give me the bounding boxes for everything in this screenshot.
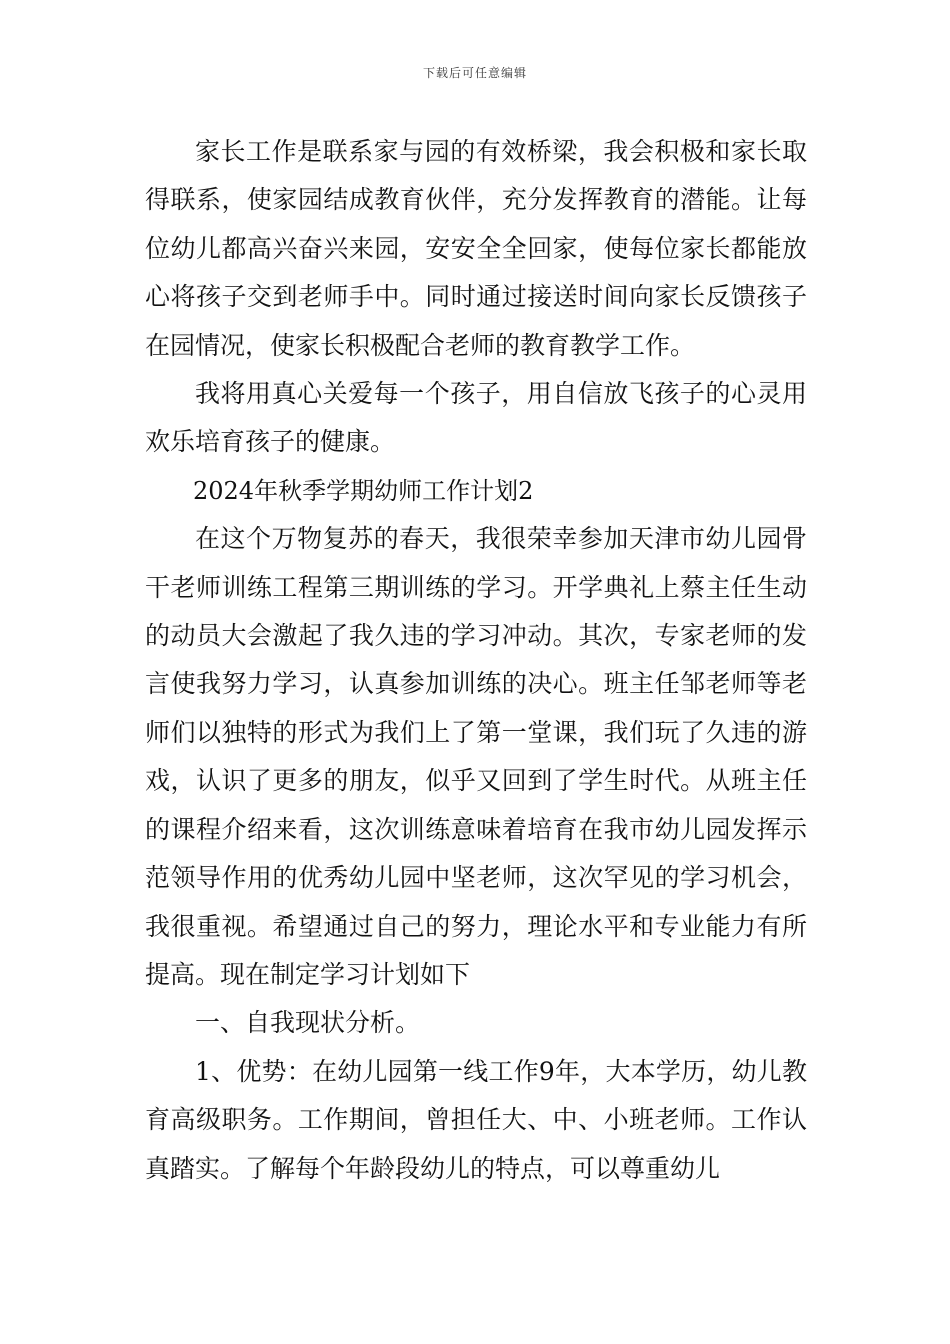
paragraph-strengths: 1、优势：在幼儿园第一线工作9年，大本学历，幼儿教育高级职务。工作期间，曾担任大、中、小班老师。工作认真踏实。了解每个年龄段幼儿的特点，可以尊重幼儿 xyxy=(145,1056,807,1183)
paragraph-parent-work: 家长工作是联系家与园的有效桥梁，我会积极和家长取得联系，使家园结成教育伙伴，充分发挥教育的潜能。让每位幼儿都高兴奋兴来园，安安全全回家，使每位家长都能放心将孩子交到老师手中。同时通过接送时间向家长反馈孩子在园情况，使家长积极配合老师的教育教学工作。 xyxy=(145,137,807,360)
paragraph-love-children: 我将用真心关爱每一个孩子，用自信放飞孩子的心灵用欢乐培育孩子的健康。 xyxy=(145,379,807,457)
section-title: 2024年秋季学期幼师工作计划2 xyxy=(193,476,534,505)
document-body xyxy=(145,128,807,1193)
paragraph-self-analysis-heading: 一、自我现状分析。 xyxy=(195,1008,421,1038)
paragraph-training-intro: 在这个万物复苏的春天，我很荣幸参加天津市幼儿园骨干老师训练工程第三期训练的学习。开学典礼上蔡主任生动的动员大会激起了我久违的学习冲动。其次，专家老师的发言使我努力学习，认真参加训练的决心。班主任邹老师等老师们以独特的形式为我们上了第一堂课，我们玩了久违的游戏，认识了更多的朋友，似乎又回到了学生时代。从班主任的课程介绍来看，这次训练意味着培育在我市幼儿园发挥示范领导作用的优秀幼儿园中坚老师，这次罕见的学习机会，我很重视。希望通过自己的努力，理论水平和专业能力有所提高。现在制定学习计划如下 xyxy=(145,524,807,989)
page-header: 下载后可任意编辑 xyxy=(422,66,527,80)
